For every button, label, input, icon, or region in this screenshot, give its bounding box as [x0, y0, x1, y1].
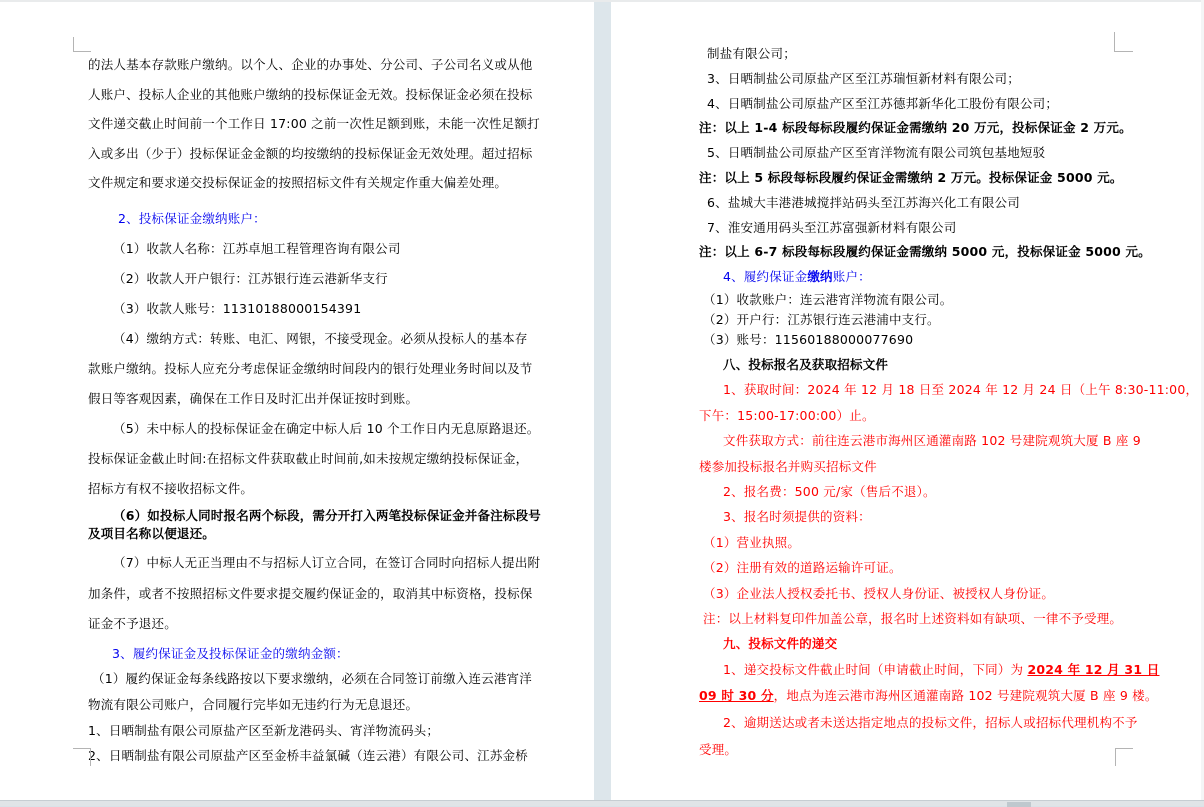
text-line [699, 631, 1169, 656]
text-run: 楼参加投标报名并购买招标文件 [699, 458, 877, 474]
text-run: 1、递交投标文件截止时间（申请截止时间，下同）为 [723, 661, 1028, 677]
text-run: （1）收款人名称：江苏卓旭工程管理咨询有限公司 [113, 240, 401, 256]
text-run: 招标方有权不接收招标文件。 [88, 481, 254, 497]
text-run: 注：以上 6-7 标段每标段履约保证金需缴纳 5000 元，投标保证金 5000 元。 [699, 244, 1151, 260]
text-line [699, 428, 1169, 453]
text-run: 4、日晒制盐公司原盐产区至江苏德邦新华化工股份有限公司； [707, 95, 1059, 111]
text-run: ，地点为连云港市海州区通灌南路 102 号建院观筑大厦 B 座 9 楼。 [773, 688, 1158, 704]
text-run: 九、投标文件的递交 [723, 636, 838, 652]
text-line [88, 525, 548, 543]
text-run: （2）收款人开户银行：江苏银行连云港新华支行 [113, 270, 388, 286]
margin-crop-mark-bottom-right [1115, 748, 1133, 766]
text-line [88, 384, 548, 414]
text-run: 八、投标报名及获取招标文件 [723, 356, 889, 372]
text-run: 缴纳 [807, 269, 833, 285]
text-line [699, 606, 1169, 631]
text-run: （7）中标人无正当理由不与招标人订立合同，在签订合同时向招标人提出附 [113, 555, 541, 571]
text-run: 6、盐城大丰港港城搅拌站码头至江苏海兴化工有限公司 [707, 194, 1020, 210]
text-line [88, 109, 548, 139]
text-run: 文件递交截止时间前一个工作日 17:00 之前一次性足额到账，未能一次性足额打 [88, 116, 540, 131]
text-line [88, 264, 548, 294]
text-line [699, 240, 1169, 265]
text-run: （3）企业法人授权委托书、授权人身份证、被授权人身份证。 [703, 585, 1055, 601]
margin-crop-mark-top-right [1114, 32, 1133, 52]
text-line [699, 403, 1169, 428]
text-line [699, 191, 1169, 216]
text-run: 09 时 30 分 [699, 688, 774, 704]
text-run: 假日等客观因素，确保在工作日及时汇出并保证按时到账。 [88, 391, 419, 407]
document-page-right[interactable] [611, 0, 1204, 800]
text-line [88, 692, 548, 718]
text-line [699, 454, 1169, 479]
text-run: （2）注册有效的道路运输许可证。 [703, 560, 902, 576]
text-run: （6）如投标人同时报名两个标段，需分开打入两笔投标保证金并备注标段号 [113, 508, 541, 524]
text-line [699, 555, 1169, 580]
text-run: 7、淮安通用码头至江苏富强新材料有限公司 [707, 219, 957, 235]
text-line [88, 50, 548, 80]
text-run: 款账户缴纳。投标人应充分考虑保证金缴纳时间段内的银行处理业务时间以及节 [88, 360, 533, 376]
document-page-left[interactable] [0, 0, 594, 800]
text-run: 证金不予退还。 [88, 615, 177, 631]
text-run: 3、报名时须提供的资料： [723, 509, 871, 525]
text-run: （2）开户行：江苏银行连云港浦中支行。 [703, 312, 940, 328]
text-line [699, 290, 1169, 310]
text-line [88, 609, 548, 639]
page-left-text-column [88, 50, 548, 769]
text-line [88, 743, 548, 769]
text-line [699, 710, 1169, 737]
text-line [88, 234, 548, 264]
scrollbar-thumb[interactable] [1007, 802, 1031, 807]
text-line [699, 479, 1169, 504]
text-run: （3）账号：11560188000077690 [703, 332, 914, 348]
text-run: 人账户、投标人企业的其他账户缴纳的投标保证金无效。投标保证金必须在投标 [88, 86, 533, 102]
text-run: 注：以上 1-4 标段每标段履约保证金需缴纳 20 万元，投标保证金 2 万元。 [699, 120, 1132, 136]
text-line [699, 216, 1169, 241]
text-line [699, 683, 1169, 710]
text-line [699, 166, 1169, 191]
margin-crop-mark-bottom-left [73, 748, 91, 766]
text-run: 的法人基本存款账户缴纳。以个人、企业的办事处、分公司、子公司名义或从他 [88, 57, 533, 72]
text-run: 注：以上材料复印件加盖公章，报名时上述资料如有缺项、一律不予受理。 [703, 611, 1123, 627]
text-line [88, 80, 548, 110]
text-line [88, 444, 548, 474]
text-run: （5）未中标人的投标保证金在确定中标人后 10 个工作日内无息原路退还。 [113, 421, 540, 437]
text-line [699, 92, 1169, 117]
text-run: 2、日晒制盐有限公司原盐产区至金桥丰益氯碱（连云港）有限公司、江苏金桥 [88, 748, 528, 764]
text-run: （1）履约保证金每条线路按以下要求缴纳，必须在合同签订前缴入连云港宵洋 [92, 671, 532, 687]
text-run: （4）缴纳方式：转账、电汇、网银，不接受现金。必须从投标人的基本存 [113, 330, 528, 346]
page-gap [594, 0, 611, 800]
text-line [88, 641, 548, 667]
text-line [699, 530, 1169, 555]
text-run: 物流有限公司账户，合同履行完毕如无违约行为无息退还。 [88, 696, 419, 712]
text-line [88, 666, 548, 692]
text-run: 4、履约保证金 [723, 269, 808, 285]
text-line [699, 377, 1199, 402]
window-top-edge [0, 0, 1204, 2]
text-run: 账户： [832, 269, 871, 285]
text-run: 1、日晒制盐有限公司原盐产区至新龙港码头、宵洋物流码头； [88, 722, 440, 738]
text-line [699, 141, 1169, 166]
text-line [699, 657, 1169, 684]
text-line [699, 330, 1169, 350]
text-run: （3）收款人账号：11310188000154391 [113, 300, 362, 316]
text-run: 受理。 [699, 741, 738, 757]
text-line [699, 67, 1169, 92]
text-line [88, 168, 548, 198]
text-line [699, 504, 1169, 529]
text-run: 注：以上 5 标段每标段履约保证金需缴纳 2 万元。投标保证金 5000 元。 [699, 169, 1123, 185]
text-run: 2024 年 12 月 31 日 [1027, 661, 1160, 677]
text-line [88, 718, 548, 744]
text-run: 投标保证金截止时间:在招标文件获取截止时间前,如未按规定缴纳投标保证金， [88, 451, 529, 467]
text-run: 加条件，或者不按照招标文件要求提交履约保证金的，取消其中标资格，投标保 [88, 585, 533, 601]
text-line [699, 42, 1169, 67]
text-line [88, 139, 548, 169]
text-run: 2、逾期送达或者未送达指定地点的投标文件，招标人或招标代理机构不予 [723, 715, 1138, 731]
text-line [699, 310, 1169, 330]
page-right-text-column [699, 42, 1199, 763]
text-run: （1）收款账户：连云港宵洋物流有限公司。 [703, 291, 953, 307]
text-run: 及项目名称以便退还。 [88, 525, 216, 541]
text-run: 3、履约保证金及投标保证金的缴纳金额： [112, 645, 349, 661]
text-run: 下午：15:00-17:00:00）止。 [699, 407, 875, 423]
text-line [699, 581, 1169, 606]
text-line [88, 204, 548, 234]
text-run: （1）营业执照。 [703, 534, 801, 550]
text-run: 文件获取方式：前往连云港市海州区通灌南路 102 号建院观筑大厦 B 座 9 [723, 433, 1141, 449]
text-run: 制盐有限公司； [707, 46, 796, 61]
text-line [88, 354, 548, 384]
text-line [699, 116, 1169, 141]
text-run: 5、日晒制盐公司原盐产区至宵洋物流有限公司筑包基地短驳 [707, 145, 1046, 161]
horizontal-scrollbar[interactable] [0, 800, 1204, 806]
text-line [88, 507, 548, 525]
text-run: 文件规定和要求递交投标保证金的按照招标文件有关规定作重大偏差处理。 [88, 175, 508, 190]
text-line [699, 353, 1169, 378]
text-line [699, 737, 1169, 764]
text-run: 2、投标保证金缴纳账户： [118, 210, 266, 226]
margin-crop-mark-top-left [73, 37, 91, 52]
text-line [88, 414, 548, 444]
text-line [699, 265, 1169, 290]
text-run: 2、报名费：500 元/家（售后不退）。 [723, 484, 936, 499]
text-line [88, 324, 548, 354]
text-run: 1、获取时间：2024 年 12 月 18 日至 2024 年 12 月 24 日（上午 8:30-11:00， [723, 382, 1199, 398]
text-line [88, 294, 548, 324]
text-line [88, 474, 548, 504]
text-run: 入或多出（少于）投标保证金金额的均按缴纳的投标保证金无效处理。超过招标 [88, 145, 533, 161]
text-line [88, 548, 548, 578]
text-line [88, 579, 548, 609]
text-run: 3、日晒制盐公司原盐产区至江苏瑞恒新材料有限公司； [707, 70, 1020, 86]
